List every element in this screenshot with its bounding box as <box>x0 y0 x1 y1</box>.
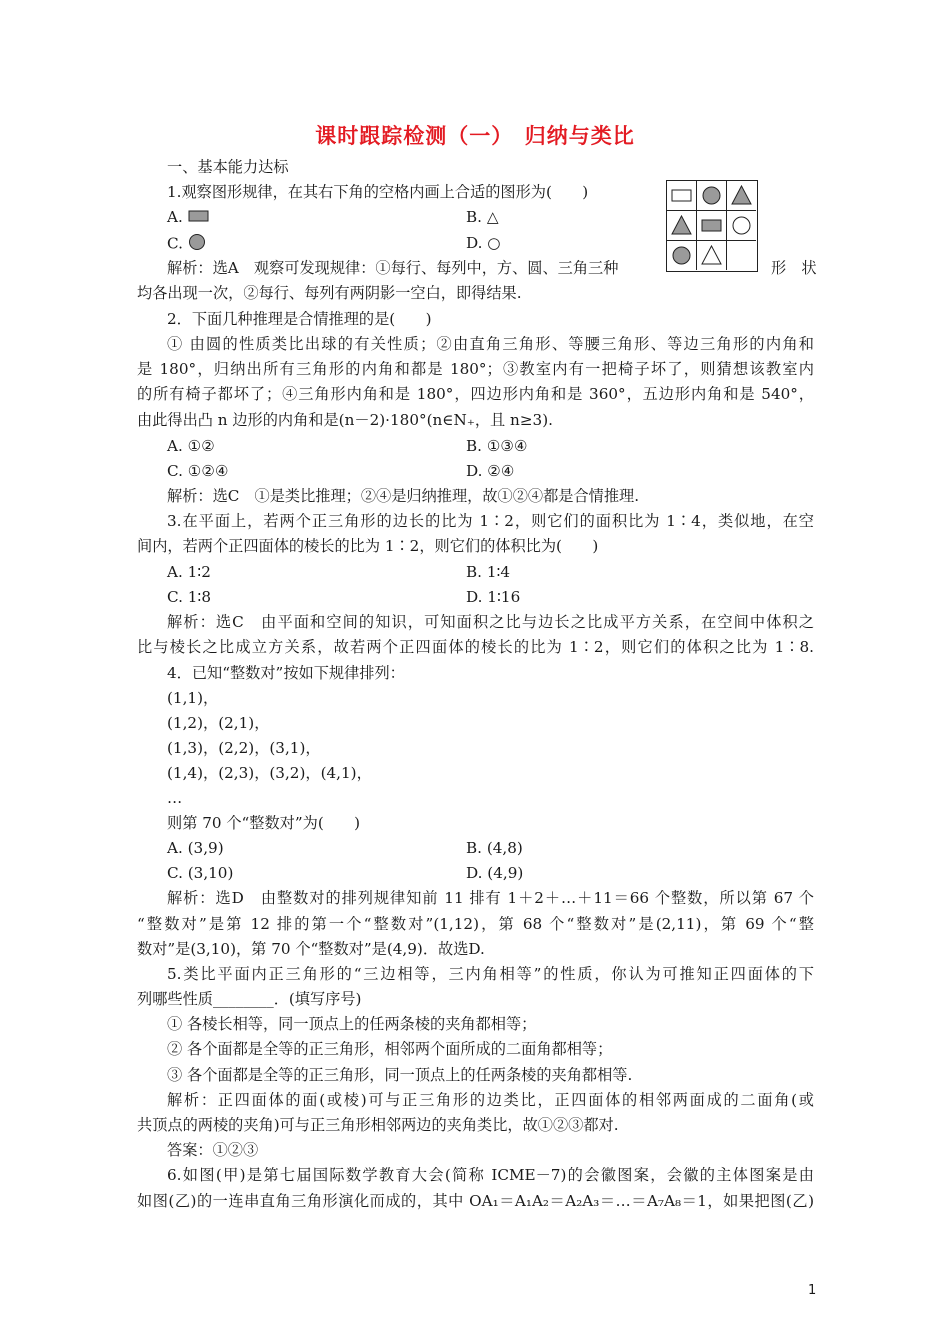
q5-item: ① 各棱长相等，同一顶点上的任两条棱的夹角都相等； <box>167 1015 537 1033</box>
q4-question: 则第 70 个“整数对”为( ) <box>167 814 361 832</box>
q1-analysis-tail: 形 状 <box>771 259 817 277</box>
q3-analysis: 比与棱长之比成立方关系，故若两个正四面体的棱长的比为 1∶2，则它们的体积之比为 1∶8. <box>137 638 814 656</box>
q4-analysis: 数对”是(3,10)，第 70 个“整数对”是(4,9)．故选D. <box>137 940 485 958</box>
q3-text-line: 3.在平面上，若两个正三角形的边长的比为 1∶2，则它们的面积比为 1∶4，类似地，在空 <box>167 512 814 530</box>
grid-cell <box>727 181 756 211</box>
q3-option-b: B. 1∶4 <box>466 563 511 581</box>
grid-cell <box>697 241 727 270</box>
q2-text-line: 由此得出凸 n 边形的内角和是(n－2)·180°(n∈N₊，且 n≥3). <box>137 411 553 429</box>
q4-analysis: “整数对”是第 12 排的第一个“整数对”(1,12)，第 68 个“整数对”是(2,11)，第 69 个“整 <box>137 915 814 933</box>
q3-option-c: C. 1∶8 <box>167 588 212 606</box>
grid-cell <box>667 181 697 211</box>
q4-row: (1,4)，(2,3)，(3,2)，(4,1)， <box>167 764 372 782</box>
shaded-rectangle-icon <box>188 208 210 228</box>
q6-text-line: 如图(乙)的一连串直角三角形演化而成的，其中 OA₁＝A₁A₂＝A₂A₃＝…＝A₇A₈＝1，如果把图(乙) <box>137 1192 814 1210</box>
q5-item: ③ 各个面都是全等的正三角形，同一顶点上的任两条棱的夹角都相等. <box>167 1066 633 1084</box>
q2-option-d: D. ②④ <box>466 462 515 480</box>
q5-answer: 答案：①②③ <box>167 1141 259 1159</box>
q1-analysis: 解析：选A 观察可发现规律：①每行、每列中，方、圆、三角三种 <box>167 259 619 277</box>
page-title: 课时跟踪检测（一） 归纳与类比 <box>315 123 635 148</box>
q2-text-line: 的所有椅子都坏了；④三角形内角和是 180°，四边形内角和是 360°，五边形内角和是 540°， <box>137 385 814 403</box>
q4-row: … <box>167 789 183 807</box>
q4-analysis: 解析：选D 由整数对的排列规律知前 11 排有 1＋2＋…＋11＝66 个整数，所以第 67 个 <box>167 889 814 907</box>
page-number: 1 <box>808 1283 817 1298</box>
grid-cell <box>697 211 727 241</box>
q2-analysis: 解析：选C ①是类比推理；②④是归纳推理，故①②④都是合情推理. <box>167 487 640 505</box>
q2-option-a: A. ①② <box>167 437 215 455</box>
q2-text-line: ① 由圆的性质类比出球的有关性质；②由直角三角形、等腰三角形、等边三角形的内角和 <box>167 335 814 353</box>
q3-text-line: 间内，若两个正四面体的棱长的比为 1∶2，则它们的体积比为( ) <box>137 537 599 555</box>
q4-row: (1,3)，(2,2)，(3,1)， <box>167 739 321 757</box>
q3-option-a: A. 1∶2 <box>167 563 211 581</box>
q2-stem: 2．下面几种推理是合情推理的是( ) <box>167 310 432 328</box>
shape-pattern-grid <box>666 180 758 272</box>
q4-option-b: B. (4,8) <box>466 839 523 857</box>
grid-cell <box>727 211 756 241</box>
q1-option-d: D. ○ <box>466 234 501 252</box>
q4-stem: 4．已知“整数对”按如下规律排列： <box>167 664 405 682</box>
q1-stem: 1.观察图形规律，在其右下角的空格内画上合适的图形为( ) <box>167 183 589 201</box>
q1-option-c: C. <box>167 233 206 256</box>
q4-option-a: A. (3,9) <box>167 839 224 857</box>
q3-option-d: D. 1∶16 <box>466 588 521 606</box>
q2-text-line: 是 180°，归纳出所有三角形的内角和都是 180°；③教室内有一把椅子坏了，则猜想该教室内 <box>137 360 814 378</box>
q5-item: ② 各个面都是全等的正三角形，相邻两个面所成的二面角都相等； <box>167 1040 613 1058</box>
q2-option-c: C. ①②④ <box>167 462 229 480</box>
q5-text-line: 列哪些性质________．(填写序号) <box>137 990 362 1008</box>
grid-cell-blank <box>727 241 756 270</box>
q4-option-c: C. (3,10) <box>167 864 234 882</box>
q5-analysis: 解析：正四面体的面(或棱)可与正三角形的边类比，正四面体的相邻两面成的二面角(或 <box>167 1091 814 1109</box>
q6-text-line: 6.如图(甲)是第七届国际数学教育大会(简称 ICME－7)的会徽图案，会徽的主体图案是由 <box>167 1166 814 1184</box>
grid-cell <box>667 241 697 270</box>
q1-analysis-cont: 均各出现一次，②每行、每列有两阴影一空白，即得结果. <box>137 284 522 302</box>
q1-option-b: B. △ <box>466 208 499 226</box>
shaded-circle-icon <box>188 233 206 256</box>
q3-analysis: 解析：选C 由平面和空间的知识，可知面积之比与边长之比成平方关系，在空间中体积之 <box>167 613 814 631</box>
section-heading: 一、基本能力达标 <box>167 158 289 176</box>
q1-option-a: A. <box>167 207 210 228</box>
grid-cell <box>667 211 697 241</box>
q4-row: (1,2)，(2,1)， <box>167 714 270 732</box>
q5-text-line: 5.类比平面内正三角形的“三边相等，三内角相等”的性质，你认为可推知正四面体的下 <box>167 965 814 983</box>
q4-row: (1,1)， <box>167 689 219 707</box>
grid-cell <box>697 181 727 211</box>
q2-option-b: B. ①③④ <box>466 437 528 455</box>
q5-analysis: 共顶点的两棱的夹角)可与正三角形相邻两边的夹角类比，故①②③都对. <box>137 1116 619 1134</box>
q4-option-d: D. (4,9) <box>466 864 524 882</box>
